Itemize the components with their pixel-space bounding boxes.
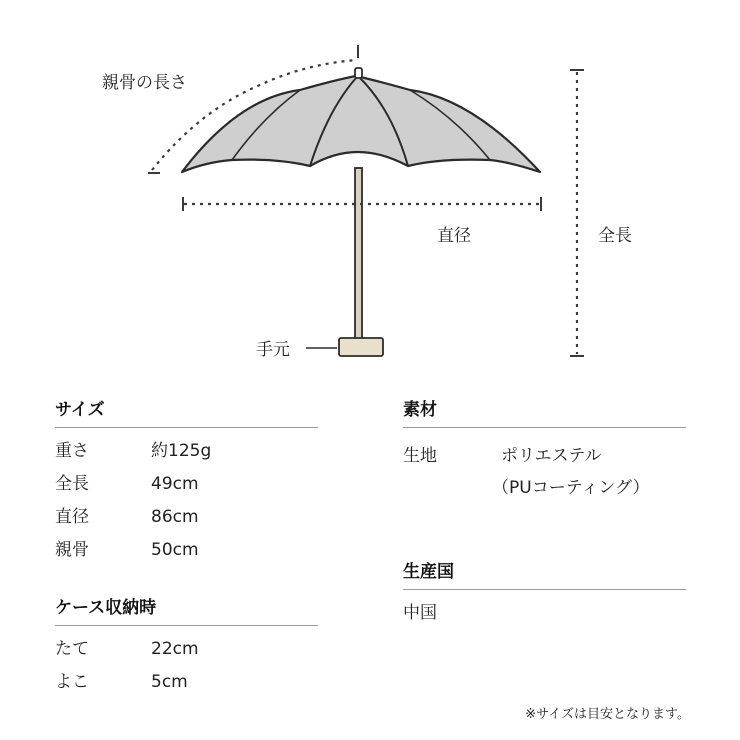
umbrella-shaft: [355, 168, 362, 340]
case-value: 22cm: [151, 639, 199, 659]
size-key: 親骨: [55, 540, 89, 560]
size-section: [55, 400, 318, 572]
material-key: 生地: [403, 446, 437, 466]
size-value: 86cm: [151, 507, 199, 527]
origin-section: [403, 562, 686, 635]
rib-length-label: 親骨の長さ: [102, 73, 187, 93]
case-row-width: [55, 671, 318, 704]
size-key: 全長: [55, 474, 89, 494]
material-value-line2: （PUコーティング）: [492, 478, 650, 498]
origin-title: 生産国: [403, 562, 686, 590]
case-title: ケース収納時: [55, 598, 318, 626]
umbrella-canopy: [182, 76, 540, 172]
size-row-rib: [55, 539, 318, 572]
case-value: 5cm: [151, 672, 188, 692]
material-value-line1: ポリエステル: [501, 446, 602, 466]
umbrella-tip: [355, 68, 362, 78]
size-key: 直径: [55, 507, 89, 527]
size-value: 50cm: [151, 540, 199, 560]
case-key: よこ: [55, 672, 89, 692]
size-value: 約125g: [151, 441, 212, 461]
case-row-height: [55, 638, 318, 671]
size-key: 重さ: [55, 441, 89, 461]
origin-value: 中国: [403, 603, 437, 623]
size-title: サイズ: [55, 400, 318, 428]
material-title: 素材: [403, 400, 686, 428]
size-row-diameter: [55, 506, 318, 539]
diameter-label: 直径: [437, 226, 471, 246]
case-section: [55, 598, 318, 704]
size-row-total-length: [55, 473, 318, 506]
material-row-fabric: [403, 440, 686, 504]
umbrella-handle: [339, 338, 383, 356]
size-value: 49cm: [151, 474, 199, 494]
material-section: [403, 400, 686, 504]
total-length-label: 全長: [598, 226, 632, 246]
size-row-weight: [55, 440, 318, 473]
handle-label: 手元: [256, 340, 290, 360]
case-key: たて: [55, 639, 89, 659]
size-note: ※サイズは目安となります。: [525, 707, 690, 722]
